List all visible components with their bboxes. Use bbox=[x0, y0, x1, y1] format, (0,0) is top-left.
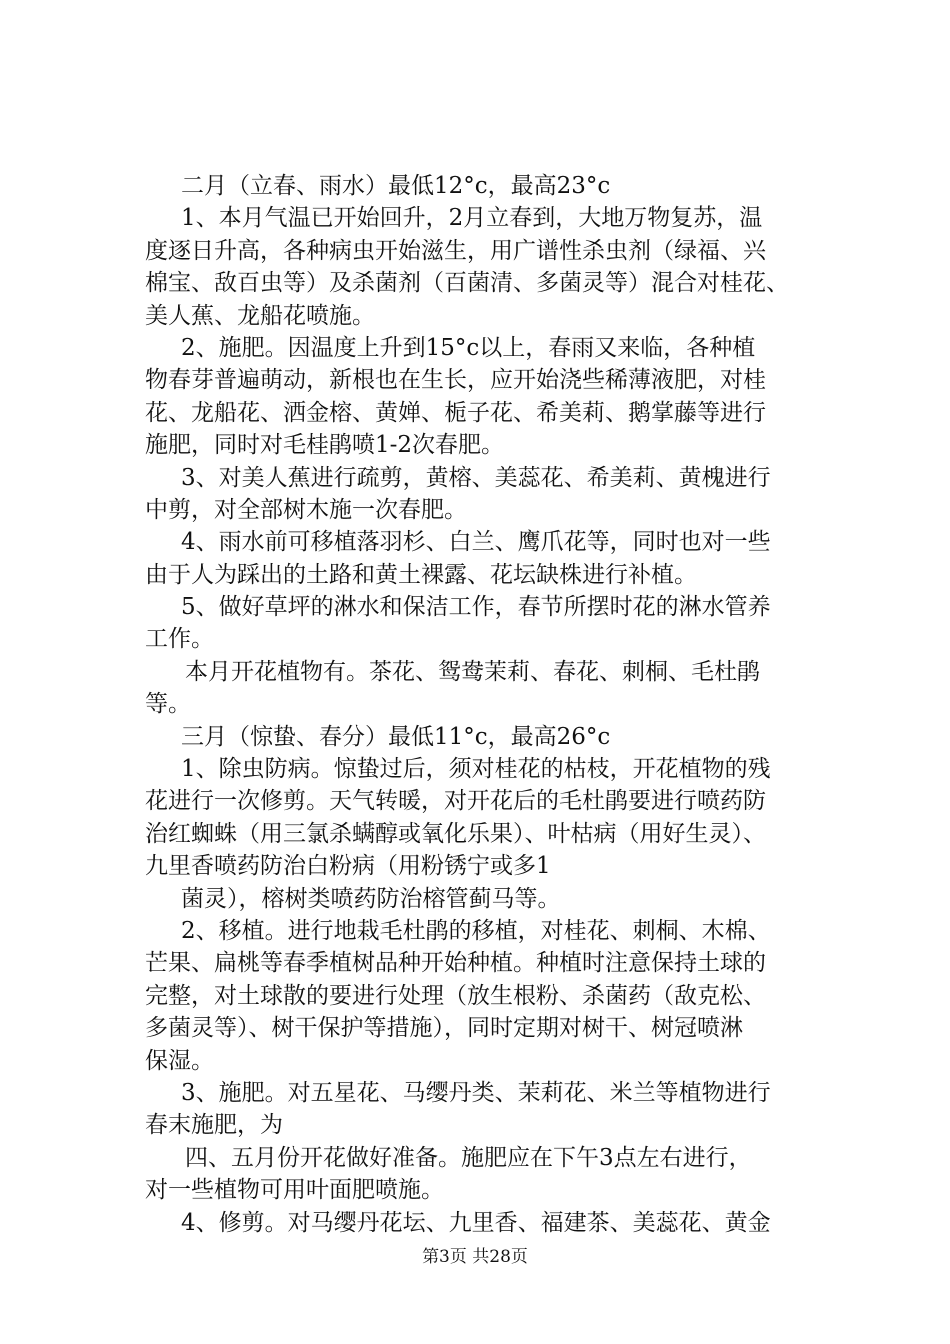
paragraph-line: 九里香喷药防治白粉病（用粉锈宁或多1 bbox=[145, 853, 551, 880]
body-text bbox=[145, 170, 845, 1239]
paragraph-line: 保湿。 bbox=[145, 1047, 214, 1074]
paragraph-line: 本月开花植物有。茶花、鸳鸯茉莉、春花、刺桐、毛杜鹃 bbox=[185, 658, 760, 685]
paragraph-line: 1、本月气温已开始回升，2月立春到，大地万物复苏，温 bbox=[181, 205, 763, 232]
paragraph-line: 四、五月份开花做好准备。施肥应在下午3点左右进行， bbox=[185, 1144, 752, 1171]
paragraph-line: 完整，对土球散的要进行处理（放生根粉、杀菌药（敌克松、 bbox=[145, 982, 766, 1009]
paragraph-line: 春末施肥，为 bbox=[145, 1112, 283, 1139]
paragraph-line: 中剪，对全部树木施一次春肥。 bbox=[145, 496, 467, 523]
paragraph-line: 2、施肥。因温度上升到15°c以上，春雨又来临，各种植 bbox=[181, 334, 756, 361]
paragraph-line: 4、雨水前可移植落羽杉、白兰、鹰爪花等，同时也对一些 bbox=[181, 529, 771, 556]
paragraph-line: 多菌灵等）、树干保护等措施），同时定期对树干、树冠喷淋 bbox=[145, 1015, 743, 1042]
paragraph-line: 美人蕉、龙船花喷施。 bbox=[145, 302, 375, 329]
section-heading-february: 二月（立春、雨水）最低12°c，最高23°c bbox=[181, 173, 611, 199]
page-number-footer: 第3页 共28页 bbox=[422, 1247, 528, 1267]
paragraph-line: 花进行一次修剪。天气转暖，对开花后的毛杜鹃要进行喷药防 bbox=[145, 788, 766, 815]
paragraph-line: 等。 bbox=[145, 691, 191, 718]
paragraph-line: 3、施肥。对五星花、马缨丹类、茉莉花、米兰等植物进行 bbox=[181, 1079, 771, 1106]
paragraph-line: 施肥，同时对毛桂鹃喷1-2次春肥。 bbox=[145, 432, 505, 459]
paragraph-line: 棉宝、敌百虫等）及杀菌剂（百菌清、多菌灵等）混合对桂花、 bbox=[145, 270, 789, 297]
section-heading-march: 三月（惊蛰、春分）最低11°c，最高26°c bbox=[181, 723, 611, 750]
paragraph-line: 花、龙船花、洒金榕、黄婵、栀子花、希美莉、鹅掌藤等进行 bbox=[145, 399, 766, 426]
paragraph-line: 4、修剪。对马缨丹花坛、九里香、福建茶、美蕊花、黄金 bbox=[181, 1209, 771, 1236]
paragraph-line: 芒果、扁桃等春季植树品种开始种植。种植时注意保持土球的 bbox=[145, 950, 766, 977]
paragraph-line: 由于人为踩出的土路和黄土裸露、花坛缺株进行补植。 bbox=[145, 561, 697, 588]
paragraph-line: 菌灵），榕树类喷药防治榕管蓟马等。 bbox=[181, 885, 561, 912]
paragraph-line: 2、移植。进行地栽毛杜鹃的移植，对桂花、刺桐、木棉、 bbox=[181, 917, 771, 944]
paragraph-line: 治红蜘蛛（用三氯杀螨醇或氧化乐果）、叶枯病（用好生灵）、 bbox=[145, 820, 766, 847]
paragraph-line: 度逐日升高，各种病虫开始滋生，用广谱性杀虫剂（绿福、兴 bbox=[145, 237, 766, 264]
paragraph-line: 对一些植物可用叶面肥喷施。 bbox=[145, 1177, 444, 1204]
paragraph-line: 物春芽普遍萌动，新根也在生长，应开始浇些稀薄液肥，对桂 bbox=[145, 367, 766, 394]
paragraph-line: 3、对美人蕉进行疏剪，黄榕、美蕊花、希美莉、黄槐进行 bbox=[181, 464, 771, 491]
paragraph-line: 1、除虫防病。惊蛰过后，须对桂花的枯枝，开花植物的残 bbox=[181, 756, 771, 783]
paragraph-line: 5、做好草坪的淋水和保洁工作，春节所摆时花的淋水管养 bbox=[181, 594, 771, 621]
paragraph-line: 工作。 bbox=[145, 626, 214, 653]
